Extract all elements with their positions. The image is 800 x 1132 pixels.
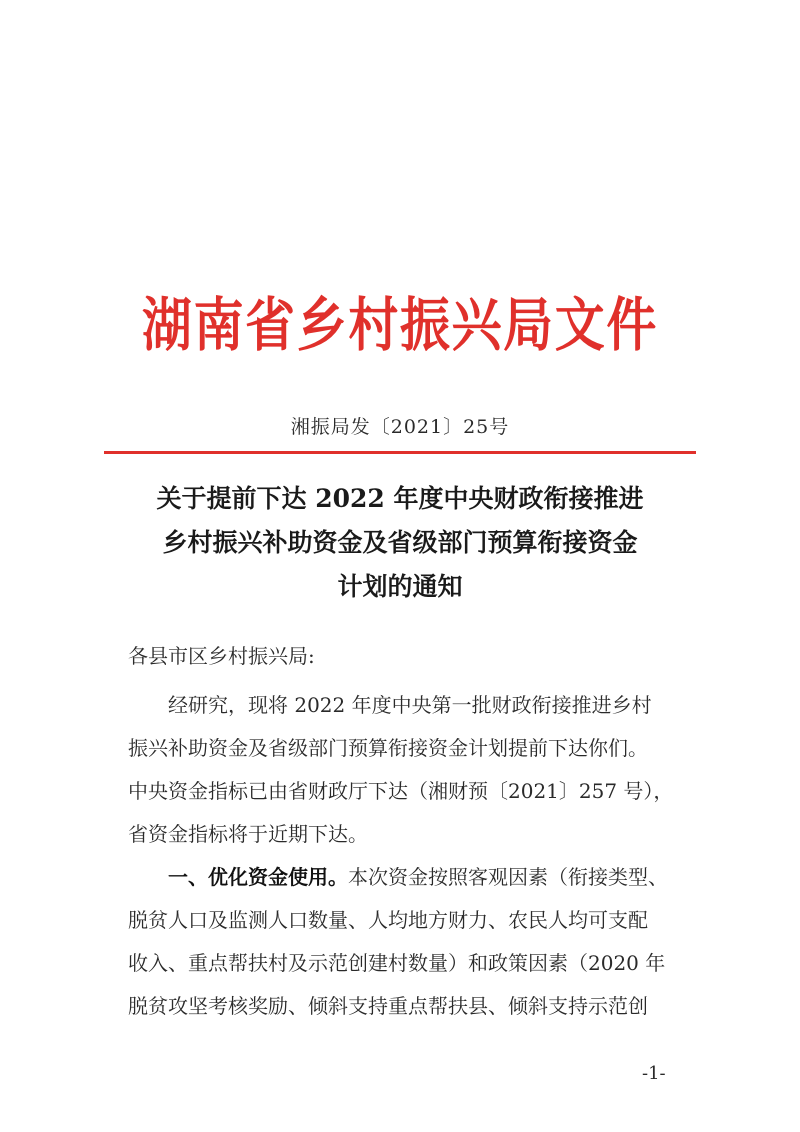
- notice-title: [0, 477, 800, 609]
- notice-title-line: 乡村振兴补助资金及省级部门预算衔接资金: [162, 528, 638, 557]
- paragraph-line: 脱贫攻坚考核奖励、倾斜支持重点帮扶县、倾斜支持示范创: [128, 994, 648, 1018]
- section-first-line: [128, 856, 688, 899]
- page-number: -1-: [642, 1063, 666, 1084]
- paragraph-line: 脱贫人口及监测人口数量、人均地方财力、农民人均可支配: [128, 908, 648, 932]
- section-text: 本次资金按照客观因素（衔接类型、: [348, 865, 668, 889]
- paragraph-line: 振兴补助资金及省级部门预算衔接资金计划提前下达你们。: [128, 736, 648, 760]
- salutation: 各县市区乡村振兴局:: [128, 644, 315, 668]
- section-heading: 一、优化资金使用。: [168, 865, 348, 889]
- issuing-authority-header: 湖南省乡村振兴局文件: [141, 291, 658, 359]
- document-number: 湘振局发〔2021〕25号: [290, 416, 510, 438]
- red-divider-line: [104, 451, 696, 454]
- notice-title-line: 计划的通知: [337, 572, 463, 601]
- body-text: [128, 684, 688, 1028]
- paragraph-line: 经研究，现将 2022 年度中央第一批财政衔接推进乡村: [168, 693, 652, 717]
- paragraph-line: 收入、重点帮扶村及示范创建村数量）和政策因素（2020 年: [128, 951, 666, 975]
- paragraph-line: 中央资金指标已由省财政厅下达（湘财预〔2021〕257 号），: [128, 779, 674, 803]
- notice-title-line: 关于提前下达 2022 年度中央财政衔接推进: [156, 484, 644, 513]
- paragraph-line: 省资金指标将于近期下达。: [128, 822, 368, 846]
